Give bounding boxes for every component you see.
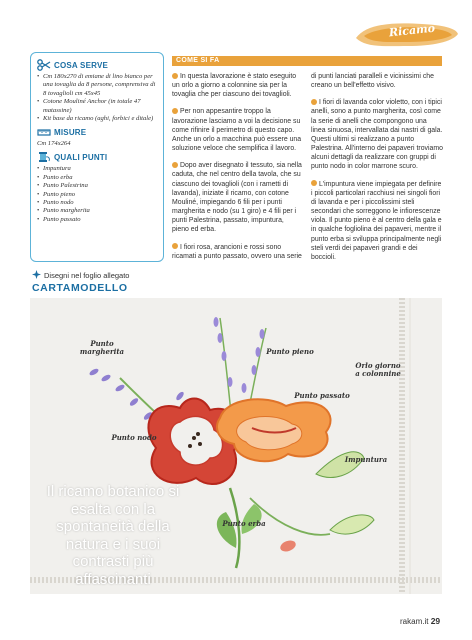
paragraph: Dopo aver disegnato il tessuto, sia nella caduta, che nel centro della tavola, che su ciascuno dei tovaglioli (con i rametti di lavanda), iniziate il ricamo, con cotone Mouliné, impiegando 6 fili per i punti margherita e nodo (su 1 giro) e 4 fili per i punti Palestrina, passato, impuntura, pieno ed erba. <box>172 162 302 234</box>
label-punto-margherita: Punto margherita <box>79 339 125 356</box>
list-item: • Punto erba <box>37 174 157 182</box>
instructions-column-1 <box>172 72 302 269</box>
misure-title: MISURE <box>54 127 87 137</box>
bullet-dot-icon <box>172 162 178 168</box>
pattern-note <box>32 270 172 294</box>
list-item: • Cm 180x270 di emiane di lino bianco per una tovaglia da 8 persone, comprensiva di 8 tovaglioli cm 45x45 <box>37 73 157 98</box>
cosa-serve-heading <box>37 59 157 71</box>
instructions-title: COME SI FA <box>176 57 220 64</box>
misure-heading <box>37 126 157 138</box>
bullet-dot-icon <box>172 243 178 249</box>
section-tag <box>352 14 460 54</box>
paragraph: Per non appesantire troppo la lavorazione lasciamo a voi la decisione su come rifinire il perimetro di questo capo. Anche un orlo a macchina può essere una soluzione veloce che semplifica il lavoro. <box>172 108 302 153</box>
stitches-list <box>37 165 157 224</box>
photo-caption: Il ricamo botanico si esalta con la spontaneità della natura e i suoi contrasti più affascinanti <box>46 483 180 588</box>
list-item: • Punto Palestrina <box>37 182 157 190</box>
list-item: • Punto nodo <box>37 199 157 207</box>
list-item: • Kit base da ricamo (aghi, forbici e ditale) <box>37 115 157 123</box>
pattern-title: CARTAMODELLO <box>32 282 128 294</box>
label-punto-passato: Punto passato <box>294 391 350 400</box>
scissors-icon <box>37 59 51 71</box>
materials-list <box>37 73 157 123</box>
pattern-note-text: Disegni nel foglio allegato <box>44 271 130 280</box>
star-icon <box>32 270 41 281</box>
list-item: • Punto margherita <box>37 207 157 215</box>
thread-spool-icon <box>37 151 51 163</box>
quali-punti-heading <box>37 151 157 163</box>
misure-value: Cm 174x264 <box>37 140 71 148</box>
bullet-dot-icon <box>311 180 317 186</box>
bullet-dot-icon <box>311 99 317 105</box>
materials-box <box>30 52 164 262</box>
label-impuntura: Impuntura <box>344 455 388 464</box>
section-tag-label: Ricamo <box>388 21 436 40</box>
footer-site: rakam.it <box>400 617 429 626</box>
instructions-header <box>172 56 442 66</box>
label-punto-erba: Punto erba <box>222 519 266 528</box>
list-item: • Punto pieno <box>37 191 157 199</box>
label-orlo-giorno: Orlo giorno a colonnine <box>355 361 401 378</box>
label-punto-pieno: Punto pieno <box>266 347 314 356</box>
ruler-icon <box>37 126 51 138</box>
cosa-serve-title: COSA SERVE <box>54 60 109 70</box>
bullet-dot-icon <box>172 73 178 79</box>
paragraph: I fiori di lavanda color violetto, con i tipici anelli, sono a punto margherita, così come la serie di anelli che compongono una linea sinuosa, intervallata dai nastri di gala. Questi ultimi si realizzano a punto Palestrina. All'interno dei papaveri troviamo alcuni dettagli da realizzare con gruppi di punto nodo in color marrone scuro. <box>311 99 443 171</box>
instructions-column-2 <box>311 72 443 270</box>
list-item: • Cotone Mouliné Anchor (in totale 47 matassine) <box>37 98 157 115</box>
paragraph: L'impuntura viene impiegata per definire i piccoli particolari racchiusi nei singoli fiori di lavanda e per i piccolissimi steli secondari che sorreggono le infiorescenze viola. Il punto pieno è al centro della gala e in qualche fogliolina dei papaveri, mentre il punto erba si sviluppa principalmente negli steli verdi dei papaveri grandi e dei boccioli. <box>311 180 442 261</box>
page-number: 29 <box>430 616 441 626</box>
paragraph: I fiori rosa, arancioni e rossi sono ricamati a punto passato, ovvero una serie <box>172 243 302 260</box>
quali-punti-title: QUALI PUNTI <box>54 152 108 162</box>
bullet-dot-icon <box>172 108 178 114</box>
label-punto-nodo: Punto nodo <box>111 433 157 442</box>
page-footer <box>400 616 440 626</box>
list-item: • Punto passato <box>37 216 157 224</box>
list-item: • Impuntura <box>37 165 157 173</box>
paragraph: In questa lavorazione è stato eseguito un orlo a giorno a colonnine sia per la tovaglia che per ciascuno dei tovaglioli. <box>172 73 297 99</box>
paragraph: di punti lanciati paralleli e vicinissimi che creano un bell'effetto visivo. <box>311 73 434 90</box>
